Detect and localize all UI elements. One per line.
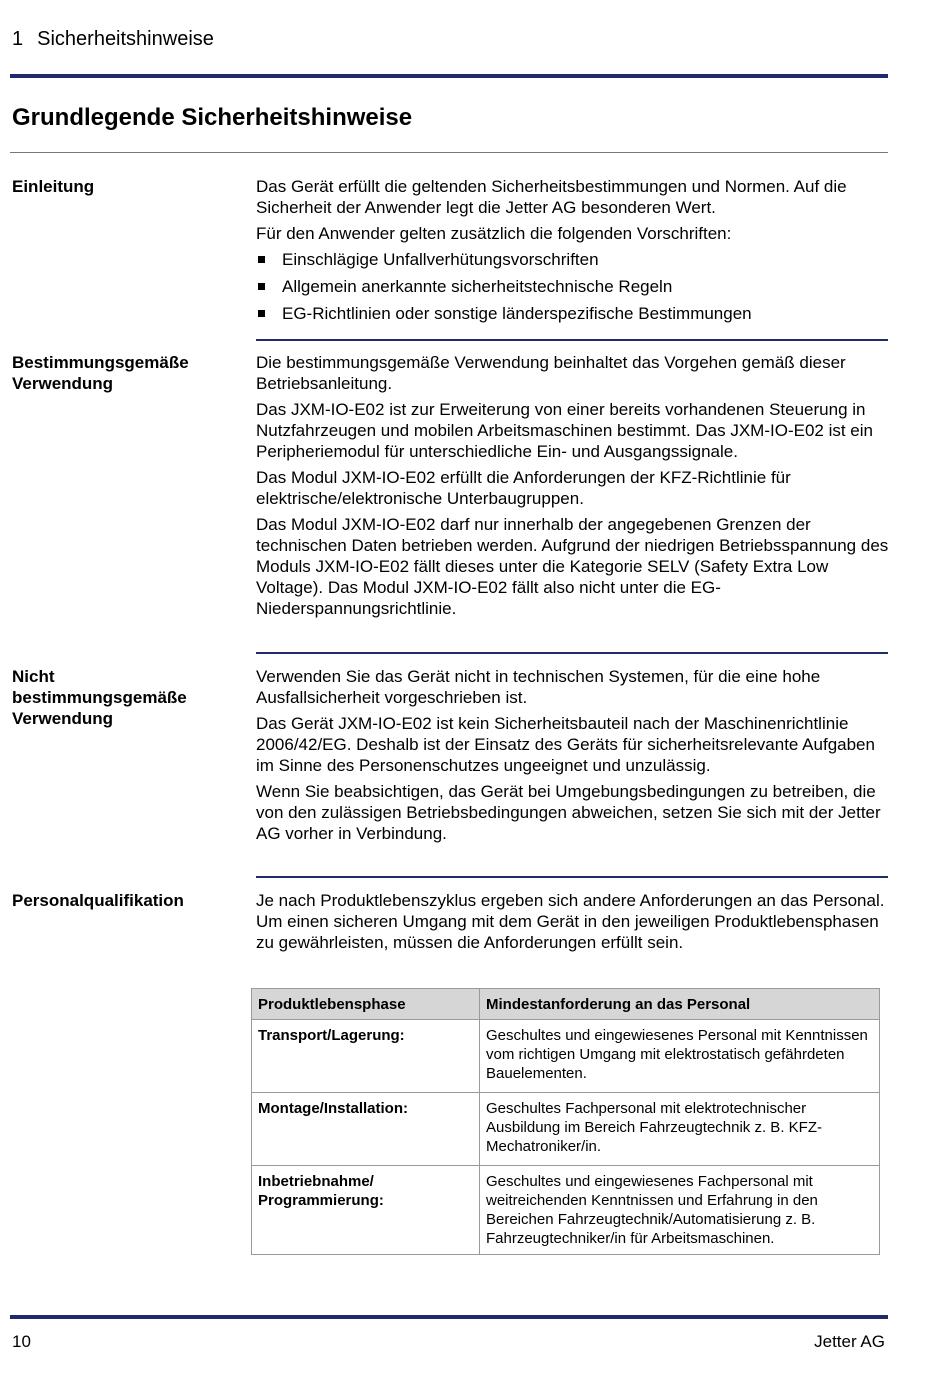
section-body-einleitung: [256, 176, 890, 330]
section-label-bestimmungsgemaess: Bestimmungsgemäße Verwendung: [12, 353, 189, 393]
list-item: Einschlägige Unfallverhütungsvorschriften: [256, 249, 890, 270]
table-cell-requirement: Geschultes Fachpersonal mit elektrotechnischer Ausbildung im Bereich Fahrzeugtechnik z. B. KFZ-Mechatroniker/in.: [480, 1093, 880, 1166]
square-bullet-icon: [258, 283, 265, 290]
paragraph: Das Modul JXM-IO-E02 darf nur innerhalb der angegebenen Grenzen der technischen Daten betrieben werden. Aufgrund der niedrigen Betriebsspannung des Moduls JXM-IO-E02 fällt dieses unter die Kategorie SELV (Safety Extra Low Voltage). Das Modul JXM-IO-E02 fällt also nicht unter die EG-Niederspannungsrichtlinie.: [256, 515, 889, 618]
column-header: Mindestanforderung an das Personal: [480, 989, 880, 1020]
section-divider: [256, 339, 888, 341]
paragraph: Die bestimmungsgemäße Verwendung beinhaltet das Vorgehen gemäß dieser Betriebsanleitung.: [256, 353, 846, 393]
paragraph: Das Modul JXM-IO-E02 erfüllt die Anforderungen der KFZ-Richtlinie für elektrische/elektronische Unterbaugruppen.: [256, 468, 791, 508]
section-label-einleitung: Einleitung: [12, 177, 95, 196]
paragraph: Das JXM-IO-E02 ist zur Erweiterung von einer bereits vorhandenen Steuerung in Nutzfahrzeugen und mobilen Arbeitsmaschinen bestimmt. Das JXM-IO-E02 ist ein Peripheriemodul für unterschiedliche Ein- und Ausgangssignale.: [256, 400, 873, 461]
company-name: Jetter AG: [814, 1332, 885, 1351]
paragraph: Das Gerät erfüllt die geltenden Sicherheitsbestimmungen und Normen. Auf die Sicherheit der Anwender legt die Jetter AG besonderen Wert.: [256, 177, 847, 217]
paragraph: Für den Anwender gelten zusätzlich die folgenden Vorschriften:: [256, 224, 732, 243]
paragraph: Je nach Produktlebenszyklus ergeben sich andere Anforderungen an das Personal. Um einen sicheren Umgang mit dem Gerät in den jeweiligen Produktlebensphasen zu gewährleisten, müssen die Anforderungen erfüllt sein.: [256, 891, 885, 952]
section-label-personal: Personalqualifikation: [12, 891, 184, 910]
table-header-row: [252, 989, 880, 1020]
table-cell-requirement: Geschultes und eingewiesenes Fachpersonal mit weitreichenden Kenntnissen und Erfahrung in den Bereichen Fahrzeugtechnik/Automatisierung z. B. Fahrzeugtechniker/in für Arbeitsmaschinen.: [480, 1166, 880, 1255]
page-number: 10: [12, 1332, 31, 1351]
section-body-nicht-bestimmungsgemaess: [256, 666, 890, 849]
bullet-list: [256, 249, 890, 324]
list-item: EG-Richtlinien oder sonstige länderspezifische Bestimmungen: [256, 303, 890, 324]
section-divider: [256, 876, 888, 878]
square-bullet-icon: [258, 256, 265, 263]
paragraph: Wenn Sie beabsichtigen, das Gerät bei Umgebungsbedingungen zu betreiben, die von den zulässigen Betriebsbedingungen abweichen, setzen Sie sich mit der Jetter AG vorher in Verbindung.: [256, 782, 881, 843]
paragraph: Das Gerät JXM-IO-E02 ist kein Sicherheitsbauteil nach der Maschinenrichtlinie 2006/42/EG. Deshalb ist der Einsatz des Geräts für sicherheitsrelevante Aufgaben im Sinne des Personenschutzes ungeeignet und unzulässig.: [256, 714, 875, 775]
chapter-header: [12, 28, 214, 51]
title-rule: [10, 152, 888, 153]
table-row: [252, 1166, 880, 1255]
chapter-title: Sicherheitshinweise: [37, 28, 214, 50]
table-cell-phase: Inbetriebnahme/ Programmierung:: [252, 1166, 480, 1255]
table-cell-phase: Montage/Installation:: [252, 1093, 480, 1166]
paragraph: Verwenden Sie das Gerät nicht in technischen Systemen, für die eine hohe Ausfallsicherheit vorgeschrieben ist.: [256, 667, 821, 707]
section-label-nicht-bestimmungsgemaess: Nicht bestimmungsgemäße Verwendung: [12, 667, 187, 728]
section-body-bestimmungsgemaess: [256, 352, 890, 624]
table-cell-requirement: Geschultes und eingewiesenes Personal mit Kenntnissen vom richtigen Umgang mit elektrostatisch gefährdeten Bauelementen.: [480, 1020, 880, 1093]
header-rule: [10, 74, 888, 78]
list-item: Allgemein anerkannte sicherheitstechnische Regeln: [256, 276, 890, 297]
qualification-table: [251, 988, 880, 1255]
section-body-personal: [256, 890, 890, 958]
column-header: Produktlebensphase: [252, 989, 480, 1020]
chapter-number: 1: [12, 28, 24, 50]
square-bullet-icon: [258, 310, 265, 317]
table-cell-phase: Transport/Lagerung:: [252, 1020, 480, 1093]
table-row: [252, 1093, 880, 1166]
section-divider: [256, 652, 888, 654]
footer-rule: [10, 1315, 888, 1319]
table-row: [252, 1020, 880, 1093]
page-title: Grundlegende Sicherheitshinweise: [12, 104, 413, 131]
